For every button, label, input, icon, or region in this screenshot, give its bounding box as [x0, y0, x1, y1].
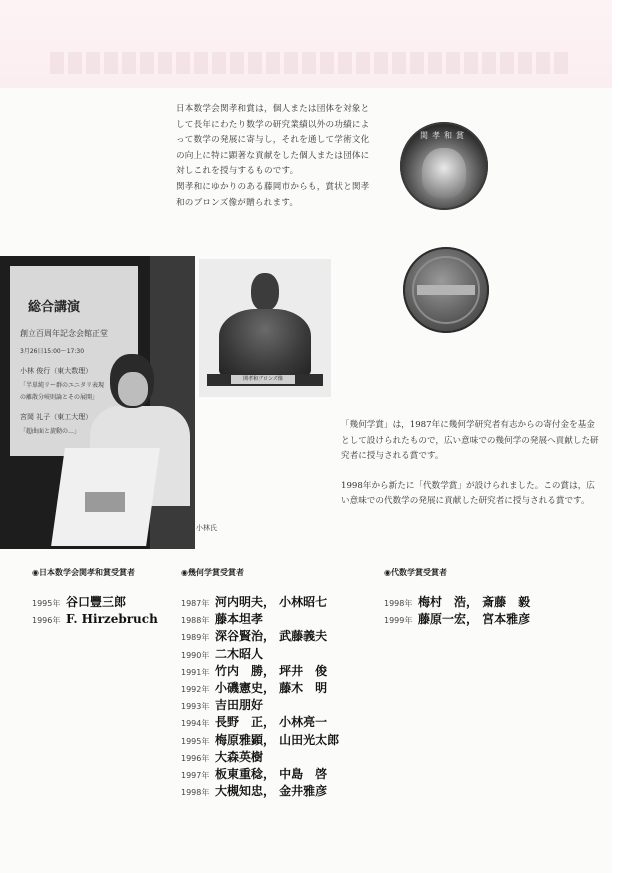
award-year: 1994年 — [181, 719, 210, 729]
award-entry — [181, 697, 339, 714]
page-edge — [612, 0, 620, 873]
award-year: 1987年 — [181, 599, 210, 608]
award-names: 吉田朋好 — [215, 698, 264, 713]
medal-portrait — [422, 148, 466, 198]
award-names: 大槻知忠， 金井雅彦 — [215, 784, 328, 799]
award-year: 1993年 — [181, 702, 210, 712]
photo-caption: 小林氏 — [196, 524, 217, 532]
award-year: 1997年 — [181, 770, 210, 780]
prize-description — [341, 418, 599, 524]
screen-line: 「超曲面と旋動の…」 — [20, 428, 81, 435]
award-entry — [181, 680, 339, 697]
award-entry — [181, 594, 339, 611]
medal-back-image — [403, 247, 489, 333]
award-year: 1999年 — [384, 616, 413, 626]
award-year: 1995年 — [32, 599, 61, 608]
speaker-face — [118, 372, 148, 406]
award-names: 大森英樹 — [215, 749, 264, 764]
screen-line: 3月26日15:00〜17:30 — [20, 348, 85, 355]
intro-paragraph-1: 日本数学会関孝和賞は，個人または団体を対象として長年にわたり数学の研究業績以外の功績によって数学の発展に寄与し，それを通して学術文化の向上に特に顕著な貢献をした個人または団体に対しこれを授与するものです。 — [176, 104, 370, 177]
award-entry — [181, 766, 339, 783]
award-entry — [181, 714, 339, 731]
award-names: 梅原雅顕， 山田光太郎 — [215, 732, 340, 747]
award-entry — [181, 628, 339, 645]
award-names: 小磯憲史， 藤木 明 — [215, 680, 328, 695]
intro-paragraph-2: 関孝和にゆかりのある藤岡市からも，賞状と関孝和のブロンズ像が贈られます。 — [176, 181, 370, 208]
seki-prize-list — [32, 594, 158, 628]
award-names: 藤原一宏， 宮本雅彦 — [418, 612, 531, 627]
award-year: 1996年 — [32, 616, 61, 626]
award-names: 深谷賢治， 武藤義夫 — [215, 629, 328, 644]
award-entry — [181, 646, 339, 663]
seki-prize-heading: ◉日本数学会関孝和賞受賞者 — [32, 568, 135, 577]
algebra-prize-list — [384, 594, 530, 628]
screen-line: 小林 俊行（東大数理） — [20, 367, 93, 375]
award-entry — [181, 732, 339, 749]
screen-line: 宮岡 礼子（東工大理） — [20, 413, 93, 421]
award-entry — [384, 594, 530, 611]
award-year: 1988年 — [181, 616, 210, 626]
award-entry — [32, 611, 158, 628]
award-names: 梅村 浩， 斎藤 毅 — [418, 595, 531, 609]
award-names: F. Hirzebruch — [66, 612, 158, 627]
award-entry — [181, 611, 339, 628]
award-year: 1991年 — [181, 667, 210, 677]
screen-title: 総合講演 — [28, 300, 81, 315]
statue-body — [219, 309, 311, 377]
award-names: 谷口豐三郎 — [66, 595, 127, 609]
award-names: 板東重稔， 中島 啓 — [215, 766, 328, 781]
screen-line: 創立百周年記念会館正堂 — [20, 329, 108, 338]
award-year: 1998年 — [384, 599, 413, 608]
geometry-prize-heading: ◉幾何学賞受賞者 — [181, 568, 244, 577]
screen-line: 「半単純リー群のユニタリ表現 — [20, 382, 105, 389]
intro-text — [176, 102, 376, 211]
award-year: 1992年 — [181, 684, 210, 694]
bleed-through-text — [50, 52, 570, 74]
award-entry — [181, 663, 339, 680]
award-entry — [384, 611, 530, 628]
medal-inscription-bar — [417, 285, 475, 295]
algebra-prize-paragraph: 1998年から新たに「代数学賞」が設けられました。この賞は，広い意味での代数学の発展に貢献した研究者に授与される賞です。 — [341, 480, 595, 507]
top-band — [0, 0, 612, 88]
screen-line: の離散分岐則論とその展開」 — [20, 394, 99, 401]
award-year: 1996年 — [181, 753, 210, 763]
podium-shadow — [85, 492, 125, 512]
award-names: 竹内 勝， 坪井 俊 — [215, 663, 328, 678]
award-year: 1998年 — [181, 788, 210, 798]
award-entry — [32, 594, 158, 611]
statue-head — [251, 273, 279, 311]
award-names: 二木昭人 — [215, 646, 264, 661]
statue-photo — [199, 259, 331, 397]
award-year: 1990年 — [181, 650, 210, 660]
award-entry — [181, 783, 339, 800]
award-names: 藤本坦孝 — [215, 612, 264, 627]
algebra-prize-heading: ◉代数学賞受賞者 — [384, 568, 447, 577]
medal-front-image — [400, 122, 488, 210]
statue-plaque: 関孝和ブロンズ像 — [231, 375, 295, 384]
medal-inscription: 関孝和賞 — [420, 131, 468, 140]
geometry-prize-list — [181, 594, 339, 800]
award-entry — [181, 749, 339, 766]
award-names: 河内明夫， 小林昭七 — [215, 595, 328, 609]
award-year: 1995年 — [181, 736, 210, 746]
award-year: 1989年 — [181, 633, 210, 643]
geometry-prize-paragraph: 「幾何学賞」は，1987年に幾何学研究者有志からの寄付金を基金として設けられたもので，広い意味での幾何学の発展へ貢献した研究者に授与される賞です。 — [341, 420, 599, 462]
award-names: 長野 正， 小林亮一 — [215, 715, 328, 730]
